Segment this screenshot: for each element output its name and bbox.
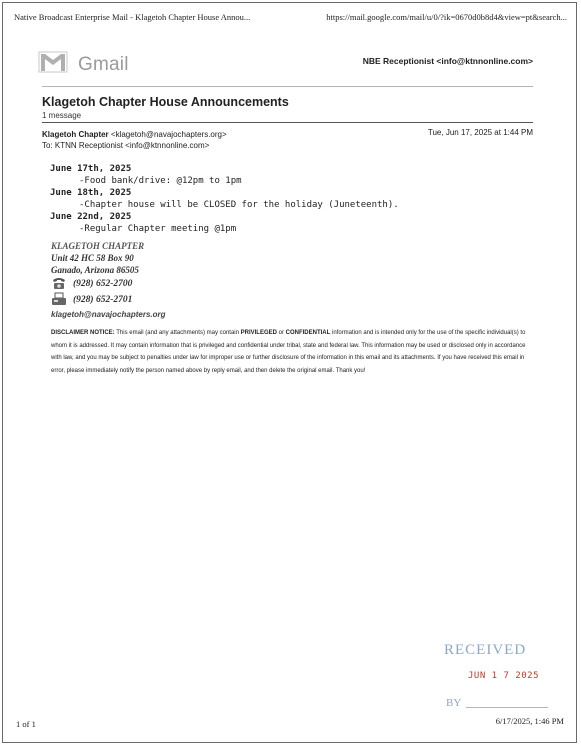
disclaimer-privileged: PRIVILEGED [240,330,277,336]
signature-fax: (928) 652-2701 [73,295,133,305]
page-count: 1 of 1 [16,719,36,729]
stamp-received: RECEIVED [444,642,527,658]
message-body [50,163,399,235]
fax-icon [51,292,73,309]
disclaimer-text: or [276,330,286,336]
account-label: NBE Receptionist <info@ktnnonline.com> [362,56,533,66]
sender-email: <klagetoh@navajochapters.org> [110,130,227,139]
announcement-item: -Chapter house will be CLOSED for the holiday (Juneteenth). [79,200,399,210]
stamp-date: JUN 1 7 2025 [468,671,540,681]
signature-address-line1: Unit 42 HC 58 Box 90 [51,253,134,263]
stamp-by: BY [446,697,462,709]
signature-chapter: KLAGETOH CHAPTER [51,241,145,251]
disclaimer-confidential: CONFIDENTIAL [285,330,331,336]
message-date: Tue, Jun 17, 2025 at 1:44 PM [427,128,533,137]
print-url: https://mail.google.com/mail/u/0/?ik=0670d0b8d4&view=pt&search... [326,12,567,22]
gmail-wordmark: Gmail [78,53,129,75]
subject-divider [42,122,533,123]
thread-subject: Klagetoh Chapter House Announcements [42,95,289,109]
signature-block [51,240,166,319]
gmail-logo [38,50,129,79]
announcement-date: June 17th, 2025 [50,164,132,174]
signature-phone: (928) 652-2700 [73,279,133,289]
sender-name: Klagetoh Chapter [42,130,109,139]
message-count: 1 message [42,111,82,120]
signature-address-line2: Ganado, Arizona 86505 [51,265,139,275]
signature-phone-row [51,276,166,292]
disclaimer-label: DISCLAIMER NOTICE: [51,330,115,336]
announcement-item: -Food bank/drive: @12pm to 1pm [79,176,242,186]
disclaimer-text: information and is intended only for the use of the specific individual(s) to whom it is addressed. It may contain information that is privileged and confidential under tribal, state and federal law. This information may be used or disclosed only in accordance with law, and you may be subject to penalties under law for improper use or further disclosure of the information in this email and its attachments. If you have received this email in error, please immediately notify the person named above by reply email, and then delete the original email. Thank you! [51,330,526,374]
signature-fax-row [51,292,166,308]
announcement-date: June 18th, 2025 [50,188,132,198]
announcement-item: -Regular Chapter meeting @1pm [79,224,237,234]
gmail-m-icon [38,50,68,79]
header-divider [42,86,533,87]
announcement-date: June 22nd, 2025 [50,212,132,222]
sender [42,130,227,139]
print-timestamp: 6/17/2025, 1:46 PM [495,716,564,726]
stamp-signature-line [466,707,548,708]
signature-email: klagetoh@navajochapters.org [51,310,166,319]
recipient: To: KTNN Receptionist <info@ktnnonline.com> [42,141,210,150]
telephone-icon [51,276,73,293]
disclaimer-notice [51,327,531,377]
disclaimer-text: This email (and any attachments) may contain [114,330,241,336]
print-title: Native Broadcast Enterprise Mail - Klagetoh Chapter House Annou... [14,12,251,22]
received-stamp [436,640,560,720]
